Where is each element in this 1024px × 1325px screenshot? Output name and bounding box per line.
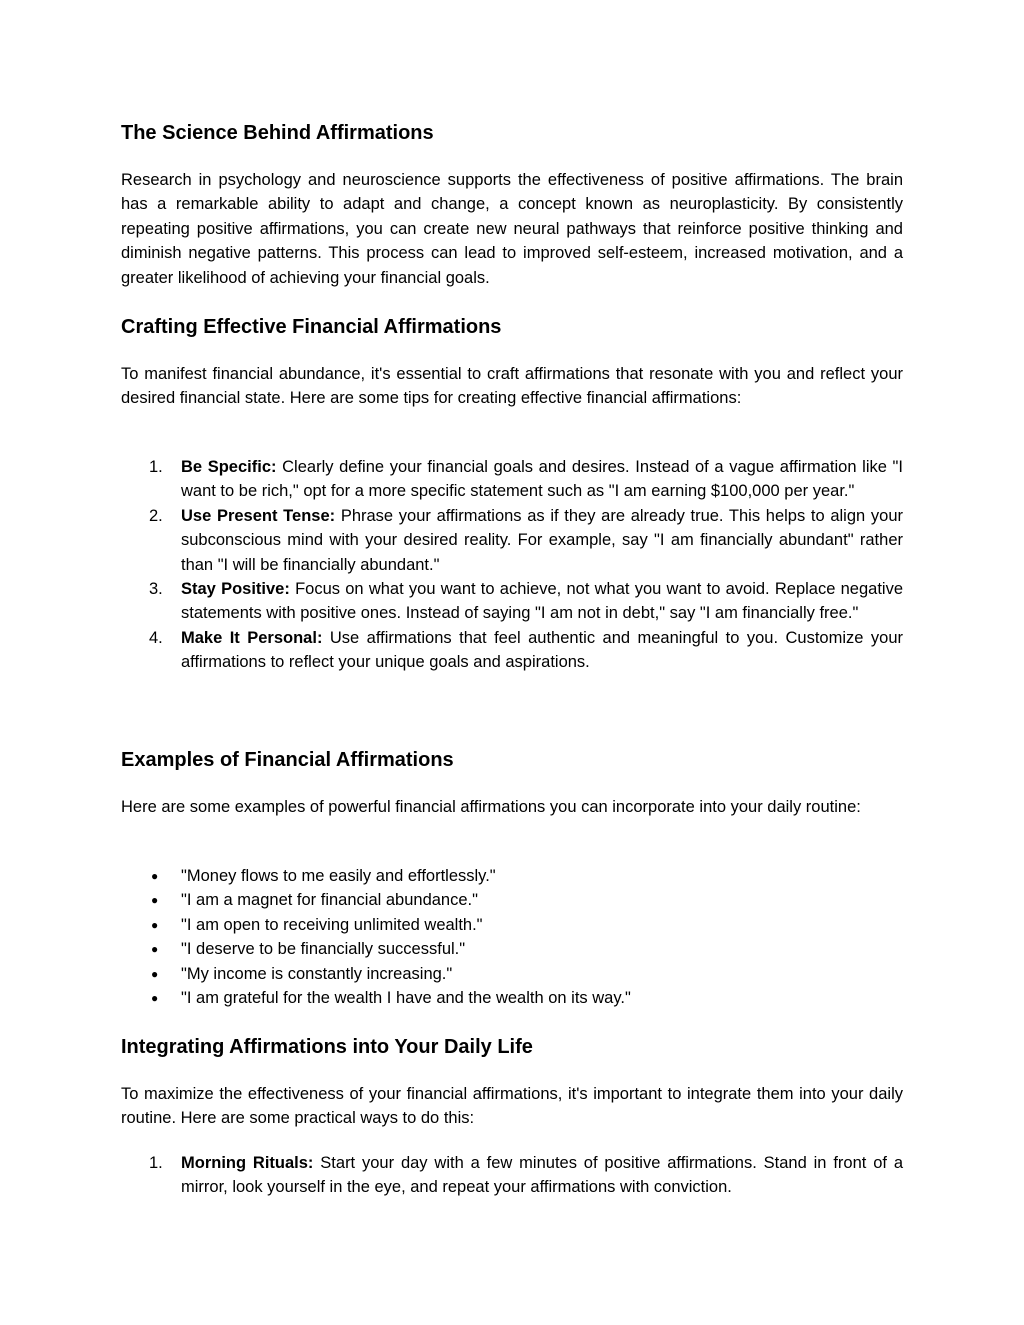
list-item bbox=[121, 962, 903, 986]
list-item-text: Clearly define your financial goals and desires. Instead of a vague affirmation like "I want to be rich," opt for a more specific statement such as "I am earning $100,000 per year." bbox=[181, 458, 903, 501]
bullet: ● bbox=[151, 917, 159, 932]
bullet: ● bbox=[151, 942, 159, 957]
bullet: ● bbox=[151, 869, 159, 883]
section-heading-examples: Examples of Financial Affirmations bbox=[121, 749, 454, 771]
list-item-term: Stay Positive: bbox=[181, 580, 290, 599]
list-item bbox=[121, 864, 903, 888]
paragraph-crafting: To manifest financial abundance, it's essential to craft affirmations that resonate with you and reflect your desired financial state. Here are some tips for creating effective financial affirmations: bbox=[121, 365, 903, 408]
list-item-term: Be Specific: bbox=[181, 458, 277, 476]
list-item-term: Morning Rituals: bbox=[181, 1154, 314, 1172]
list-item-text: "I am grateful for the wealth I have and the wealth on its way." bbox=[181, 989, 631, 1008]
affirmations-list bbox=[121, 864, 903, 1010]
list-number: 1. bbox=[149, 458, 163, 476]
list-item-text: "I am open to receiving unlimited wealth." bbox=[181, 915, 483, 934]
list-item bbox=[121, 937, 903, 961]
list-item bbox=[121, 626, 903, 675]
list-item-text: "My income is constantly increasing." bbox=[181, 964, 453, 983]
section-heading-science: The Science Behind Affirmations bbox=[121, 122, 434, 144]
bullet: ● bbox=[151, 991, 159, 1006]
paragraph-science: Research in psychology and neuroscience supports the effectiveness of positive affirmations. The brain has a remarkable ability to adapt and change, a concept known as neuroplasticity. By consistently repeating positive affirmations, you can create new neural pathways that reinforce positive thinking and diminish negative patterns. This process can lead to improved self-esteem, increased motivation, and a greater likelihood of achieving your financial goals. bbox=[121, 171, 903, 287]
list-number: 3. bbox=[149, 580, 163, 599]
section-heading-crafting: Crafting Effective Financial Affirmations bbox=[121, 316, 502, 338]
list-item-term: Make It Personal: bbox=[181, 628, 323, 647]
list-item bbox=[121, 1151, 903, 1200]
tips-list bbox=[121, 455, 903, 675]
list-item-text: "I am a magnet for financial abundance." bbox=[181, 891, 478, 910]
section-heading-integrating: Integrating Affirmations into Your Daily Life bbox=[121, 1036, 533, 1058]
list-item bbox=[121, 504, 903, 577]
integration-list bbox=[121, 1151, 903, 1200]
list-item-text: "Money flows to me easily and effortlessly." bbox=[181, 867, 496, 885]
list-item bbox=[121, 913, 903, 937]
bullet: ● bbox=[151, 966, 159, 981]
list-item-text: Start your day with a few minutes of positive affirmations. Stand in front of a mirror, look yourself in the eye, and repeat your affirmations with conviction. bbox=[181, 1154, 903, 1197]
list-item bbox=[121, 577, 903, 626]
paragraph-integrating: To maximize the effectiveness of your financial affirmations, it's important to integrate them into your daily routine. Here are some practical ways to do this: bbox=[121, 1085, 903, 1128]
list-item-term: Use Present Tense: bbox=[181, 506, 336, 525]
list-number: 2. bbox=[149, 506, 163, 525]
list-item-text: "I deserve to be financially successful." bbox=[181, 940, 466, 959]
list-item bbox=[121, 986, 903, 1010]
list-item-text: Use affirmations that feel authentic and meaningful to you. Customize your affirmations to reflect your unique goals and aspirations. bbox=[181, 628, 903, 672]
paragraph-examples: Here are some examples of powerful financial affirmations you can incorporate into your daily routine: bbox=[121, 798, 861, 816]
list-number: 1. bbox=[149, 1154, 163, 1172]
list-item bbox=[121, 888, 903, 912]
list-item bbox=[121, 455, 903, 504]
bullet: ● bbox=[151, 893, 159, 908]
list-item-text: Focus on what you want to achieve, not what you want to avoid. Replace negative statements with positive ones. Instead of saying "I am not in debt," say "I am financially free." bbox=[181, 580, 903, 623]
list-item-text: Phrase your affirmations as if they are already true. This helps to align your subconscious mind with your desired reality. For example, say "I am financially abundant" rather than "I will be financially abundant." bbox=[181, 506, 903, 574]
list-number: 4. bbox=[149, 628, 163, 647]
